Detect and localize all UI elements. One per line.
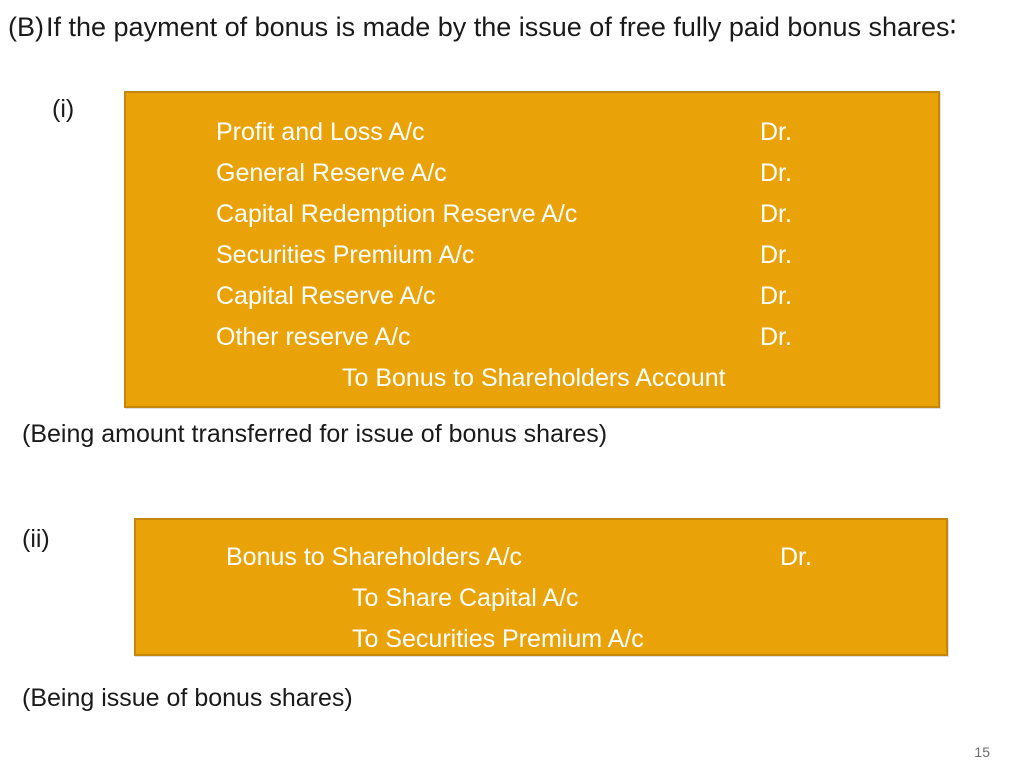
debit-marker: Dr. [780, 543, 812, 571]
journal-row [126, 194, 938, 235]
journal-row [126, 153, 938, 194]
account-name: Bonus to Shareholders A/c [226, 543, 523, 571]
journal-entry-box-one [124, 91, 940, 408]
debit-marker: Dr. [760, 118, 792, 146]
debit-marker: Dr. [760, 241, 792, 269]
journal-row [126, 112, 938, 153]
account-name: To Share Capital A/c [352, 584, 579, 612]
narration-two: (Being issue of bonus shares) [22, 684, 353, 712]
journal-row-credit [136, 619, 946, 660]
narration-one: (Being amount transferred for issue of bonus shares) [22, 420, 608, 448]
account-name: Other reserve A/c [216, 323, 411, 351]
debit-marker: Dr. [760, 282, 792, 310]
account-name: Profit and Loss A/c [216, 118, 425, 146]
account-name: To Bonus to Shareholders Account [342, 364, 726, 392]
journal-row [136, 537, 946, 578]
journal-row [126, 317, 938, 358]
journal-entry-box-two [134, 518, 948, 656]
entry-label-ii: (ii) [22, 525, 50, 553]
account-name: Securities Premium A/c [216, 241, 475, 269]
page-number: 15 [974, 744, 990, 760]
debit-marker: Dr. [760, 323, 792, 351]
heading-text: If the payment of bonus is made by the issue of free fully paid bonus shares∶ [46, 12, 957, 42]
journal-row [126, 276, 938, 317]
heading-marker: (B) [8, 12, 44, 42]
account-name: Capital Reserve A/c [216, 282, 436, 310]
journal-row-credit [126, 358, 938, 399]
account-name: To Securities Premium A/c [352, 625, 644, 653]
entry-label-i: (i) [52, 95, 75, 123]
debit-marker: Dr. [760, 200, 792, 228]
journal-row [126, 235, 938, 276]
account-name: Capital Redemption Reserve A/c [216, 200, 578, 228]
journal-row-credit [136, 578, 946, 619]
page-title [8, 8, 1018, 46]
account-name: General Reserve A/c [216, 159, 447, 187]
debit-marker: Dr. [760, 159, 792, 187]
